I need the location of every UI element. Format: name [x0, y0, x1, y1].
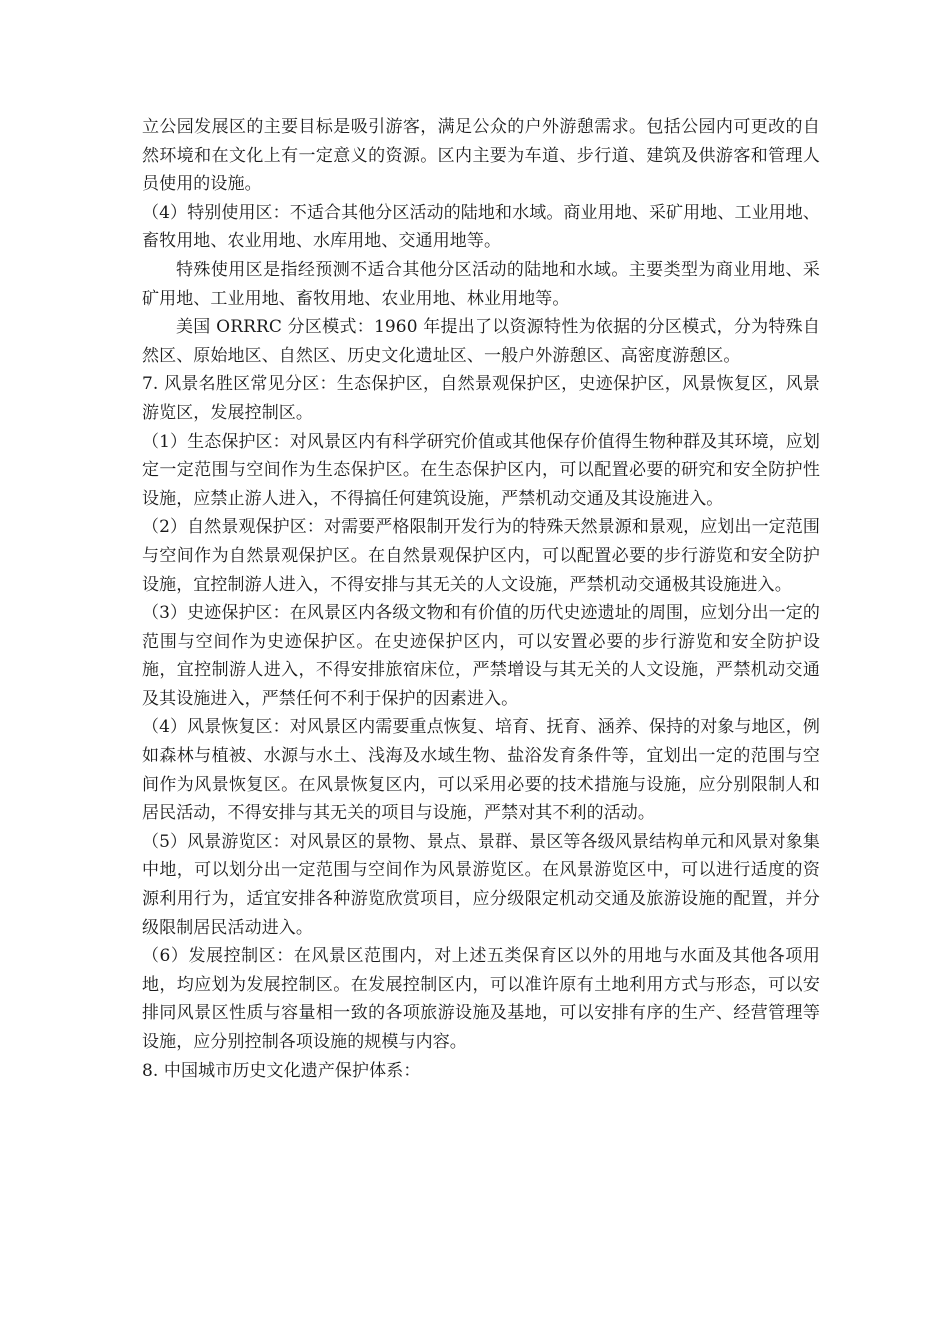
heading-scenic-area-zoning: 7. 风景名胜区常见分区：生态保护区，自然景观保护区，史迹保护区，风景恢复区，风景游览区，发展控制区。: [142, 374, 820, 423]
paragraph-natural-landscape-zone: （2）自然景观保护区：对需要严格限制开发行为的特殊天然景源和景观，应划出一定范围与空间作为自然景观保护区。在自然景观保护区内，可以配置必要的步行游览和安全防护设施，宜控制游人进入，不得安排与其无关的人文设施，严禁机动交通极其设施进入。: [142, 517, 820, 595]
paragraph-special-use-definition: 特殊使用区是指经预测不适合其他分区活动的陆地和水域。主要类型为商业用地、采矿用地、工业用地、畜牧用地、农业用地、林业用地等。: [142, 259, 820, 309]
paragraph-park-development-zone: 立公园发展区的主要目标是吸引游客，满足公众的户外游憩需求。包括公园内可更改的自然环境和在文化上有一定意义的资源。区内主要为车道、步行道、建筑及供游客和管理人员使用的设施。: [142, 117, 820, 195]
paragraph-historic-site-zone: （3）史迹保护区：在风景区内各级文物和有价值的历代史迹遗址的周围，应划分出一定的范围与空间作为史迹保护区。在史迹保护区内，可以安置必要的步行游览和安全防护设施，宜控制游人进入，不得安排旅宿床位，严禁增设与其无关的人文设施，严禁机动交通及其设施进入，严禁任何不利于保护的因素进入。: [142, 603, 820, 709]
paragraph-orrrc-model: 美国 ORRRC 分区模式：1960 年提出了以资源特性为依据的分区模式，分为特殊自然区、原始地区、自然区、历史文化遗址区、一般户外游憩区、高密度游憩区。: [142, 317, 820, 366]
paragraph-scenic-touring-zone: （5）风景游览区：对风景区的景物、景点、景群、景区等各级风景结构单元和风景对象集中地，可以划分出一定范围与空间作为风景游览区。在风景游览区中，可以进行适度的资源利用行为，适宜安排各种游览欣赏项目，应分级限定机动交通及旅游设施的配置，并分级限制居民活动进入。: [142, 831, 820, 938]
paragraph-development-control-zone: （6）发展控制区：在风景区范围内，对上述五类保育区以外的用地与水面及其他各项用地，均应划为发展控制区。在发展控制区内，可以准许原有土地利用方式与形态，可以安排同风景区性质与容量相一致的各项旅游设施及基地，可以安排有序的生产、经营管理等设施，应分别控制各项设施的规模与内容。: [142, 946, 820, 1052]
paragraph-landscape-restoration-zone: （4）风景恢复区：对风景区内需要重点恢复、培育、抚育、涵养、保持的对象与地区，例如森林与植被、水源与水土、浅海及水域生物、盐浴发育条件等，宜划出一定的范围与空间作为风景恢复区。在风景恢复区内，可以采用必要的技术措施与设施，应分别限制人和居民活动，不得安排与其无关的项目与设施，严禁对其不利的活动。: [142, 717, 820, 824]
paragraph-special-use-zone: （4）特别使用区：不适合其他分区活动的陆地和水域。商业用地、采矿用地、工业用地、畜牧用地、农业用地、水库用地、交通用地等。: [142, 202, 820, 252]
heading-heritage-protection-system: 8. 中国城市历史文化遗产保护体系：: [142, 1060, 421, 1081]
paragraph-ecological-protection-zone: （1）生态保护区：对风景区内有科学研究价值或其他保存价值得生物种群及其环境，应划定一定范围与空间作为生态保护区。在生态保护区内，可以配置必要的研究和安全防护性设施，应禁止游人进入，不得搞任何建筑设施，严禁机动交通及其设施进入。: [142, 431, 820, 509]
